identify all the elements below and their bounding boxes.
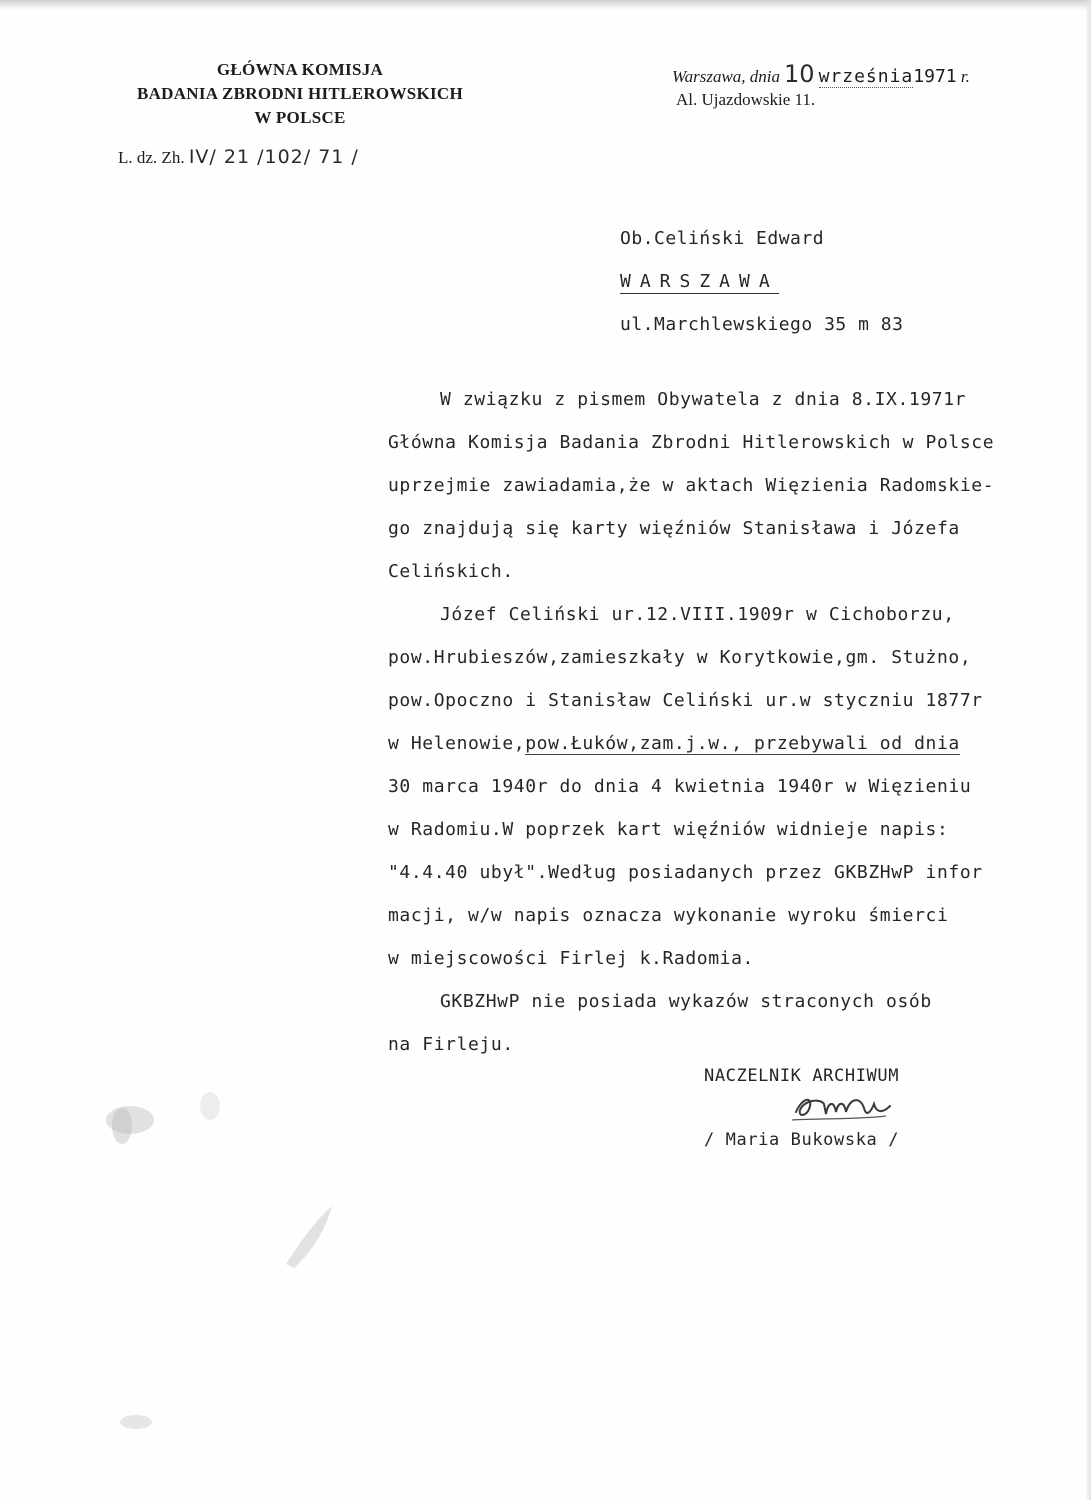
- scan-top-shadow: [0, 0, 1091, 10]
- body-line: w Radomiu.W poprzek kart więźniów widnieje napis:: [388, 819, 949, 840]
- institution-line-3: W POLSCE: [254, 108, 346, 127]
- institution-line-2: BADANIA ZBRODNI HITLEROWSKICH: [136, 84, 464, 103]
- body-line: go znajdują się karty więźniów Stanisława i Józefa: [388, 518, 960, 539]
- body-line: 30 marca 1940r do dnia 4 kwietnia 1940r w Więzieniu: [388, 776, 972, 797]
- date-month: września: [818, 66, 914, 87]
- institution-letterhead: [100, 58, 500, 130]
- paragraph-3: [388, 980, 1088, 1066]
- underlined-text: pow.Łuków,zam.j.w., przebywali od dnia: [525, 733, 960, 754]
- scan-smudge: [276, 1196, 346, 1276]
- paragraph-1: [388, 378, 1088, 593]
- recipient-name: Ob.Celiński Edward: [620, 228, 825, 249]
- handwritten-signature-icon: [790, 1090, 900, 1126]
- reference-value: IV/ 21 /102/ 71 /: [188, 146, 359, 168]
- body-line: [388, 722, 1088, 765]
- recipient-city: WARSZAWA: [620, 271, 779, 292]
- date-suffix: r.: [960, 67, 970, 86]
- body-line: uprzejmie zawiadamia,że w aktach Więzienia Radomskie-: [388, 475, 995, 496]
- body-line: pow.Opoczno i Stanisław Celiński ur.w styczniu 1877r: [388, 690, 983, 711]
- body-line: W związku z pismem Obywatela z dnia 8.IX.1971r: [440, 389, 967, 410]
- signature-title: NACZELNIK ARCHIWUM: [704, 1066, 900, 1086]
- body-line-start: w Helenowie,: [388, 733, 526, 754]
- city-label: Warszawa, dnia: [672, 67, 781, 86]
- body-line: Celińskich.: [388, 561, 514, 582]
- signatory-name: / Maria Bukowska /: [704, 1130, 900, 1150]
- body-line: pow.Hrubieszów,zamieszkały w Korytkowie,gm. Stużno,: [388, 647, 972, 668]
- reference-prefix: L. dz. Zh.: [118, 148, 185, 167]
- body-line: Główna Komisja Badania Zbrodni Hitlerowskich w Polsce: [388, 432, 995, 453]
- recipient-city-line: [620, 271, 779, 292]
- body-line: w miejscowości Firlej k.Radomia.: [388, 948, 754, 969]
- reference-number: [118, 146, 359, 168]
- paragraph-2: [388, 593, 1088, 980]
- recipient-street: ul.Marchlewskiego 35 m 83: [620, 314, 904, 335]
- scan-smudge: [92, 1084, 252, 1174]
- sender-address: Al. Ujazdowskie 11.: [676, 90, 816, 109]
- scan-smudge: [112, 1408, 162, 1438]
- body-line: "4.4.40 ubył".Według posiadanych przez GKBZHwP infor: [388, 862, 983, 883]
- body-line: macji, w/w napis oznacza wykonanie wyroku śmierci: [388, 905, 949, 926]
- body-line: na Firleju.: [388, 1034, 514, 1055]
- institution-line-1: GŁÓWNA KOMISJA: [216, 60, 384, 79]
- body-line: GKBZHwP nie posiada wykazów straconych osób: [440, 991, 932, 1012]
- date-year: 1971: [913, 66, 957, 87]
- date-day: 10: [784, 60, 815, 88]
- body-line: Józef Celiński ur.12.VIII.1909r w Cichoborzu,: [440, 604, 955, 625]
- letter-body: [388, 378, 1088, 1066]
- dateline: [672, 60, 970, 88]
